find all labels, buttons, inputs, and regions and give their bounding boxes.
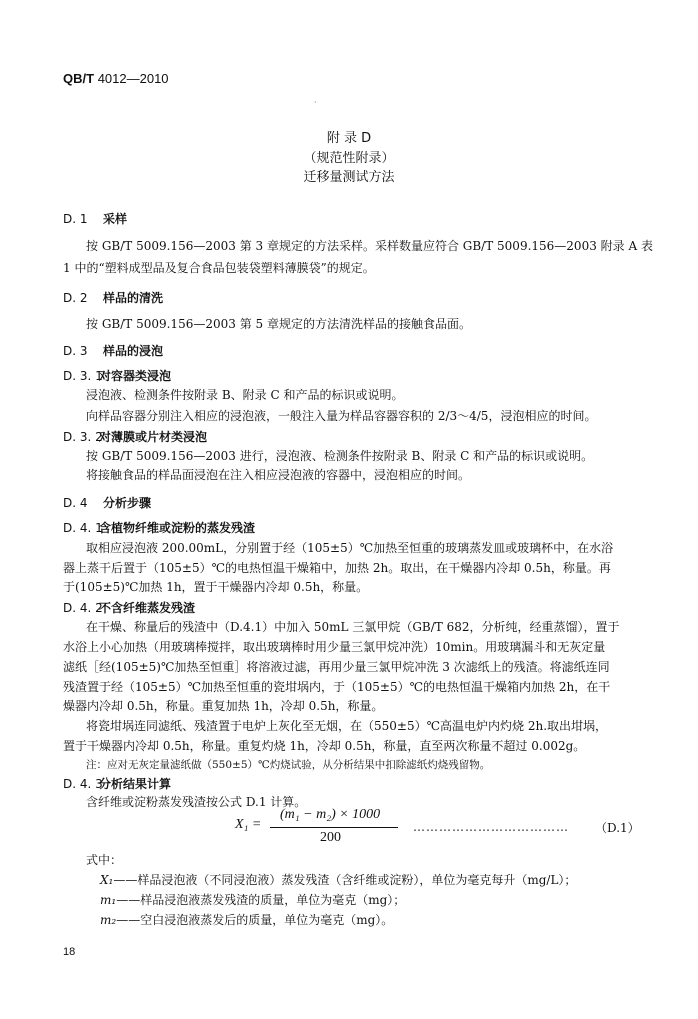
d43-intro: 含纤维或淀粉蒸发残渣按公式 D.1 计算。 (86, 795, 307, 809)
d42-line-3: 滤纸［经(105±5)℃加热至恒重］将溶液过滤，再用少量三氯甲烷冲洗 3 次滤纸上的残渣。将滤纸连同 (63, 660, 610, 674)
formula-label: （D.1） (595, 821, 640, 835)
appendix-name: 迁移量测试方法 (303, 170, 395, 185)
page-number: 18 (63, 946, 76, 958)
heading-d4-3: D. 4. 3分析结果计算 (63, 777, 172, 791)
d1-line-1: 按 GB/T 5009.156—2003 第 3 章规定的方法采样。采样数量应符合 GB/T 5009.156—2003 附录 A 表 (86, 239, 653, 253)
heading-d3-2: D. 3. 2对薄膜或片材类浸泡 (63, 430, 208, 444)
standard-code (63, 71, 169, 86)
appendix-title: 附 录 D (326, 131, 372, 146)
d42-line-5: 燥器内冷却 0.5h，称量。重复加热 1h，冷却 0.5h，称量。 (63, 699, 384, 713)
d1-line-2: 1 中的“塑料成型品及复合食品包装袋塑料薄膜袋”的规定。 (63, 261, 375, 275)
d41-line-1: 取相应浸泡液 200.00mL，分别置于经（105±5）℃加热至恒重的玻璃蒸发皿或玻璃杯中，在水浴 (86, 541, 614, 555)
d42-note: 注：应对无灰定量滤纸做（550±5）℃灼烧试验，从分析结果中扣除滤纸灼烧残留物。 (86, 759, 491, 771)
where-item (100, 891, 405, 908)
d31-line-1: 浸泡液、检测条件按附录 B、附录 C 和产品的标识或说明。 (86, 388, 404, 402)
heading-d4: D. 4 分析步骤 (63, 496, 152, 510)
where-symbol: m₂ (100, 913, 117, 927)
where-desc: ——样品浸泡液（不同浸泡液）蒸发残渣（含纤维或淀粉），单位为毫克每升（mg/L）； (113, 873, 577, 887)
d42-line-7: 置于干燥器内冷却 0.5h，称量。重复灼烧 1h，冷却 0.5h，称量，直至两次称量不超过 0.002g。 (63, 739, 586, 753)
d41-line-2: 器上蒸干后置于（105±5）℃的电热恒温干燥箱中，加热 2h。取出，在干燥器内冷却 0.5h，称量。再 (63, 561, 611, 575)
d42-line-6: 将瓷坩埚连同滤纸、残渣置于电炉上灰化至无烟，在（550±5）℃高温电炉内灼烧 2h.取出坩埚， (86, 719, 608, 733)
heading-d4-1: D. 4. 1含植物纤维或淀粉的蒸发残渣 (63, 521, 256, 535)
heading-d1: D. 1 采样 (63, 212, 128, 226)
where-symbol: m₁ (100, 893, 117, 907)
where-symbol: X₁ (100, 873, 114, 887)
heading-d3-1: D. 3. 1对容器类浸泡 (63, 369, 172, 383)
formula-lhs: X₁ = (235, 817, 262, 832)
d2-line-1: 按 GB/T 5009.156—2003 第 5 章规定的方法清洗样品的接触食品面。 (86, 317, 471, 331)
where-desc: ——样品浸泡液蒸发残渣的质量，单位为毫克（mg）； (116, 893, 406, 907)
formula-denominator: 200 (320, 830, 341, 845)
formula-leader: ……………………………… (413, 820, 569, 834)
d32-line-1: 按 GB/T 5009.156—2003 进行，浸泡液、检测条件按附录 B、附录 C 和产品的标识或说明。 (86, 449, 594, 463)
heading-d3: D. 3 样品的浸泡 (63, 344, 164, 358)
appendix-type: （规范性附录） (303, 151, 395, 166)
where-intro: 式中： (86, 853, 123, 867)
standard-number: 4012—2010 (97, 71, 169, 86)
d42-line-4: 残渣置于经（105±5）℃加热至恒重的瓷坩埚内，于（105±5）℃的电热恒温干燥箱内加热 2h，在干 (63, 680, 611, 694)
where-desc: ——空白浸泡液蒸发后的质量，单位为毫克（mg）。 (116, 913, 394, 927)
d41-line-3: 于(105±5)℃加热 1h，置于干燥器内冷却 0.5h，称量。 (63, 580, 369, 594)
dot-mark: · (314, 98, 317, 107)
fraction-bar (270, 827, 398, 828)
d32-line-2: 将接触食品的样品面浸泡在注入相应浸泡液的容器中，浸泡相应的时间。 (86, 468, 471, 482)
where-item (100, 911, 393, 928)
d42-line-1: 在干燥、称量后的残渣中（D.4.1）中加入 50mL 三氯甲烷（GB/T 682，分析纯，经重蒸馏），置于 (86, 620, 620, 634)
d42-line-2: 水浴上小心加热（用玻璃棒搅拌，取出玻璃棒时用少量三氯甲烷冲洗）10min。用玻璃漏斗和无灰定量 (63, 640, 606, 654)
standard-prefix: QB/T (63, 71, 95, 86)
heading-d2: D. 2 样品的清洗 (63, 291, 164, 305)
formula-numerator: (m₁ − m₂) × 1000 (280, 807, 381, 822)
heading-d4-2: D. 4. 2不含纤维蒸发残渣 (63, 601, 196, 615)
where-item (100, 871, 576, 888)
d31-line-2: 向样品容器分别注入相应的浸泡液，一般注入量为样品容器容积的 2/3～4/5，浸泡相应的时间。 (86, 409, 597, 423)
